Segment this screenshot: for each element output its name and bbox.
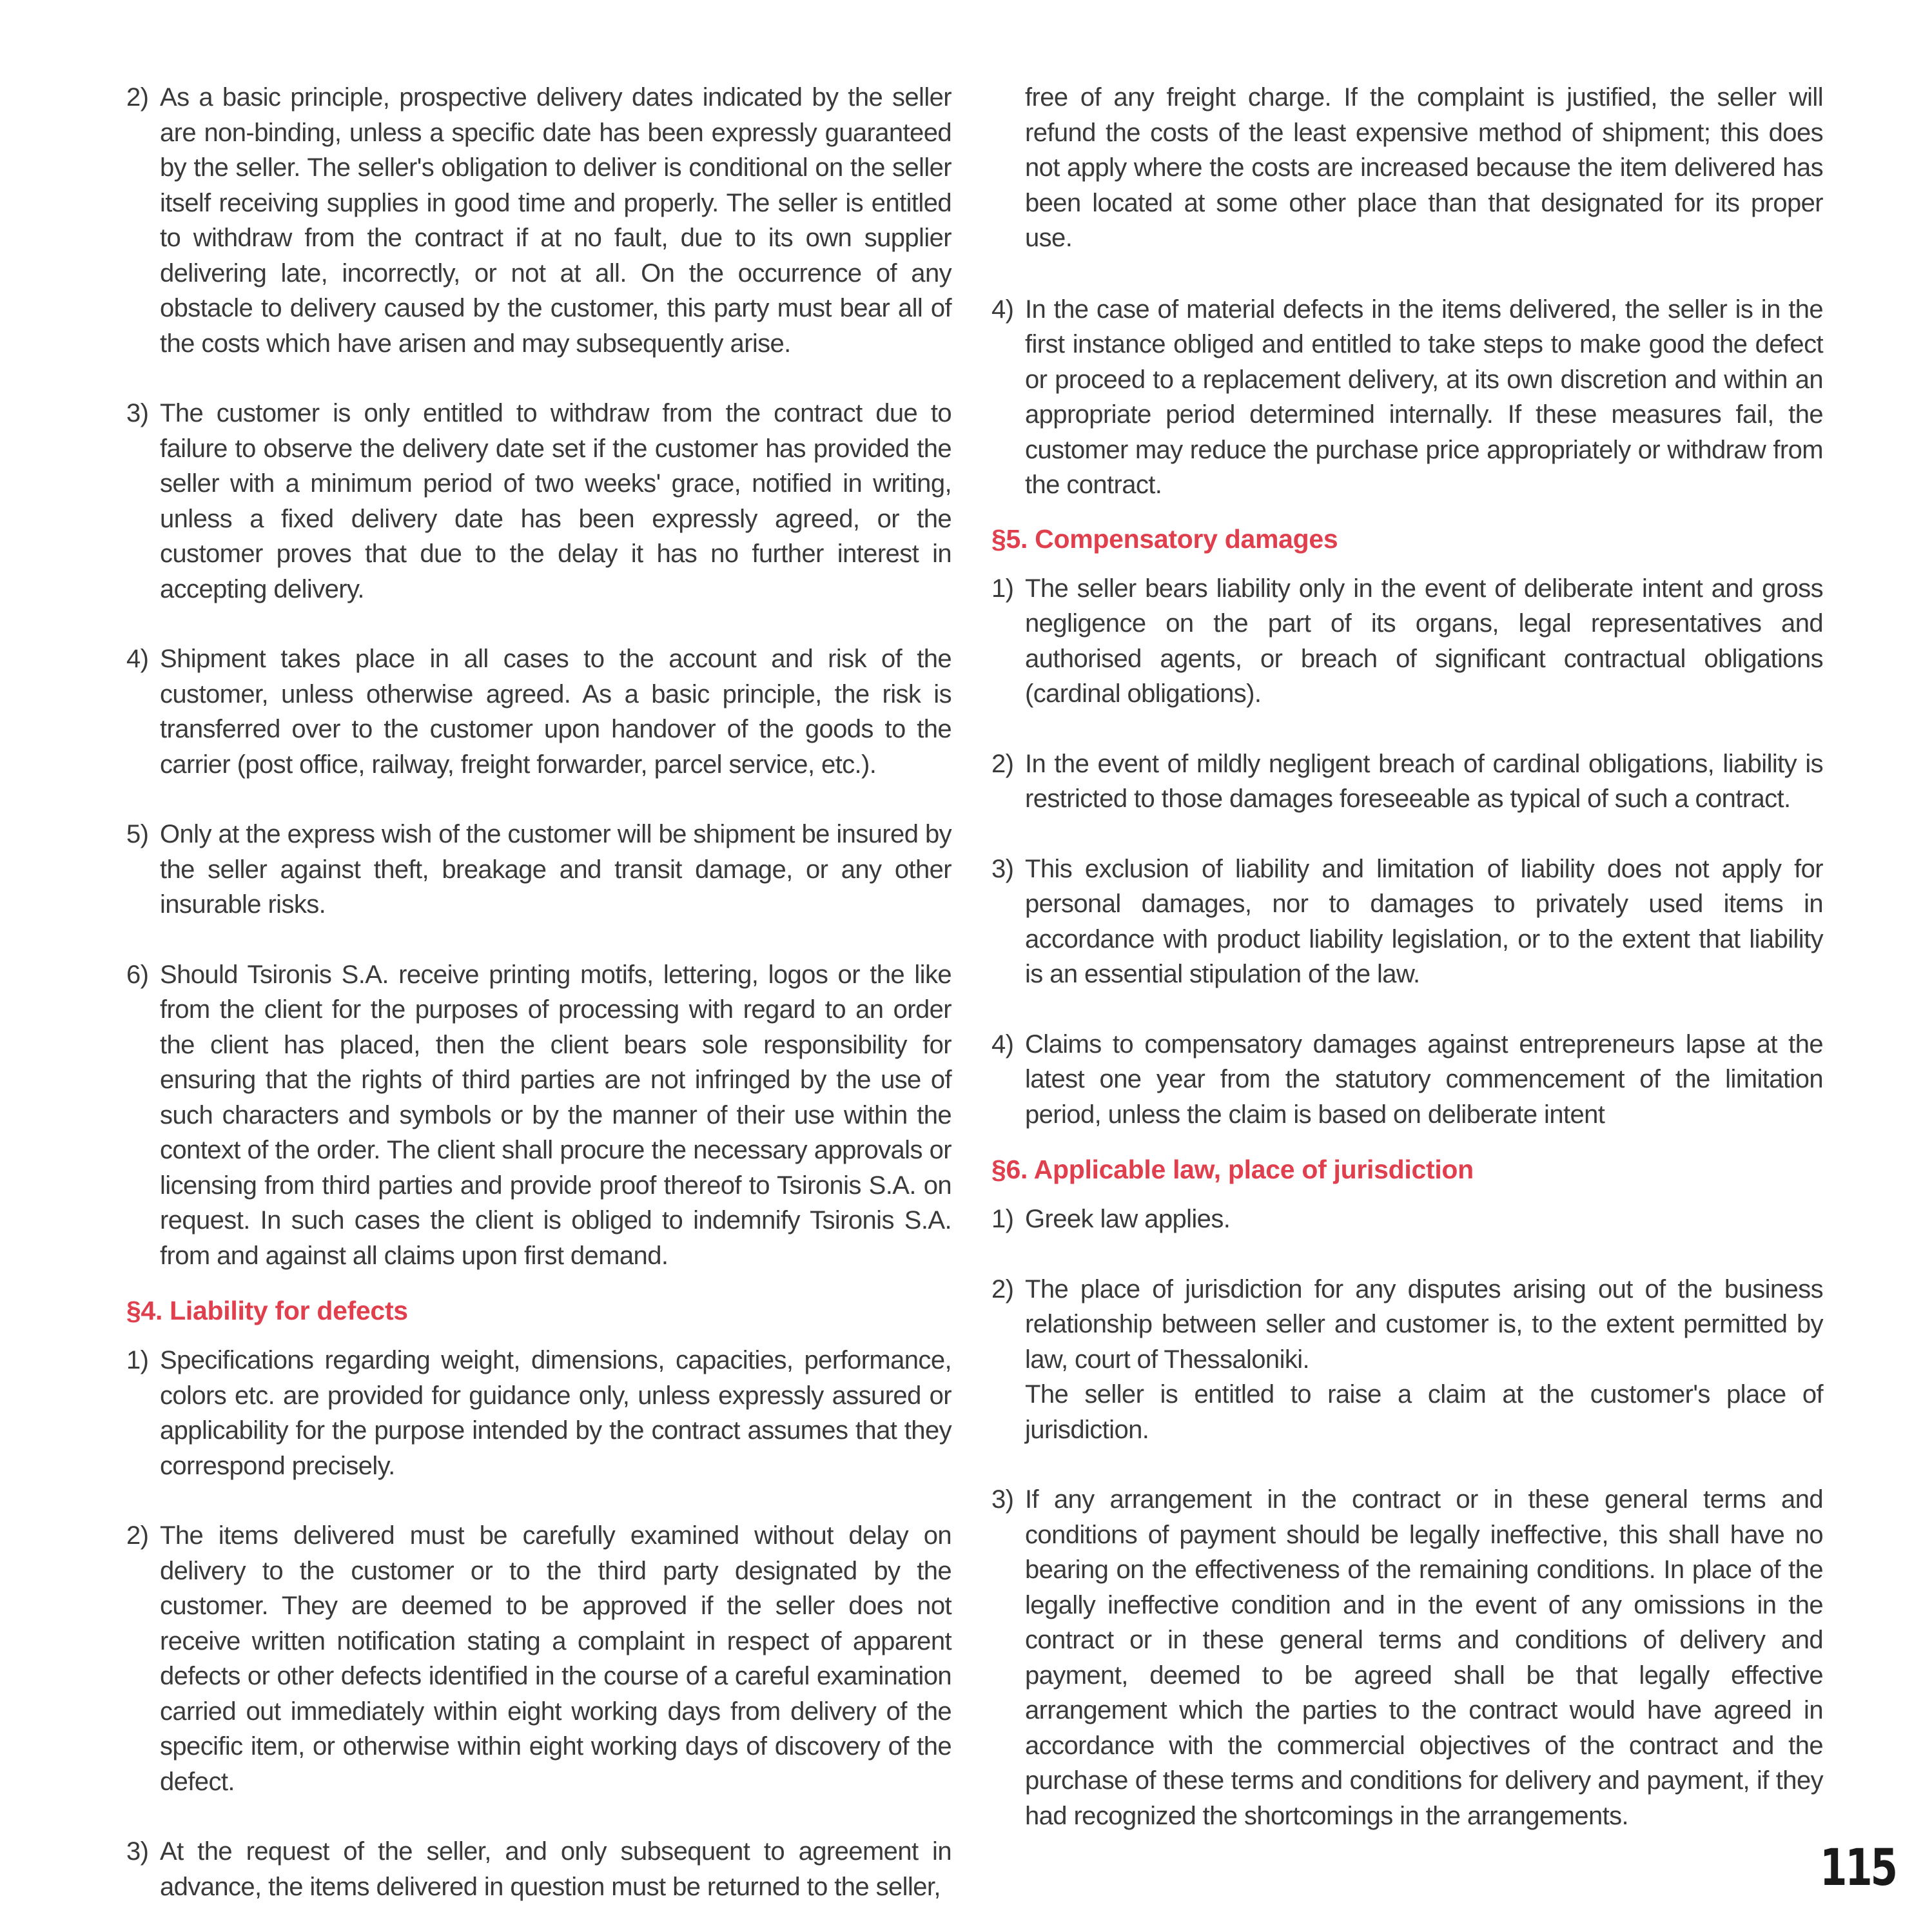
section3-item-6	[126, 957, 951, 1274]
item-number: 4)	[126, 645, 149, 673]
section6-item-2	[991, 1272, 1823, 1448]
item-number: 3)	[126, 1837, 149, 1866]
section6-heading: §6. Applicable law, place of jurisdiction	[991, 1155, 1474, 1184]
item-text: Greek law applies.	[1025, 1205, 1231, 1233]
item-text: The place of jurisdiction for any disputes arising out of the business relationship between seller and customer is, to the extent permitted by law, court of Thessaloniki.	[1025, 1274, 1823, 1374]
section4-heading: §4. Liability for defects	[126, 1296, 408, 1325]
item-text: The customer is only entitled to withdraw from the contract due to failure to observe the delivery date set if the customer has provided the seller with a minimum period of two weeks' grace, notified in writing, unless a fixed delivery date has been expressly agreed, or the customer proves that due to the delay it has no further interest in accepting delivery.	[160, 399, 951, 603]
section6-item-3	[991, 1482, 1823, 1833]
item-number: 5)	[126, 820, 149, 848]
item-text: In the event of mildly negligent breach of cardinal obligations, liability is restricted to those damages foreseeable as typical of such a contract.	[1025, 749, 1823, 813]
item-number: 3)	[991, 854, 1014, 883]
item-number: 3)	[126, 399, 149, 427]
section3-item-2	[126, 80, 951, 361]
item-text: Should Tsironis S.A. receive printing motifs, lettering, logos or the like from the client for the purposes of processing with regard to an order the client has placed, then the client bears sole responsibility for ensuring that the rights of third parties are not infringed by the use of such characters and symbols or by the manner of their use within the context of the order. The client shall procure the necessary approvals or licensing from third parties and provide proof thereof to Tsironis S.A. on request. In such cases the client is obliged to indemnify Tsironis S.A. from and against all claims upon first demand.	[160, 960, 951, 1270]
item-number: 2)	[991, 1274, 1014, 1303]
item-text: Shipment takes place in all cases to the account and risk of the customer, unless otherwise agreed. As a basic principle, the risk is transferred over to the customer upon handover of the goods to the carrier (post office, railway, freight forwarder, parcel service, etc.).	[160, 645, 951, 779]
section5-heading: §5. Compensatory damages	[991, 523, 1338, 554]
item-text-second-paragraph: The seller is entitled to raise a claim at the customer's place of jurisdiction.	[1025, 1380, 1823, 1444]
section5-item-1	[991, 571, 1823, 712]
item-number: 6)	[126, 960, 149, 989]
item-text: Specifications regarding weight, dimensions, capacities, performance, colors etc. are provided for guidance only, unless expressly assured or applicability for the purpose intended by the contract assumes that they correspond precisely.	[160, 1346, 951, 1480]
page-number: 115	[1820, 1839, 1896, 1897]
item-number: 2)	[126, 1521, 149, 1550]
item-text: If any arrangement in the contract or in these general terms and conditions of payment should be legally ineffective, this shall have no bearing on the effectiveness of the remaining conditions. In place of the legally ineffective condition and in the event of any omissions in the contract or in these general terms and conditions of delivery and payment, deemed to be agreed shall be that legally effective arrangement which the parties to the contract would have agreed in accordance with the commercial objectives of the contract and the purchase of these terms and conditions for delivery and payment, if they had recognized the shortcomings in the arrangements.	[1025, 1485, 1823, 1830]
section3-item-5	[126, 817, 951, 922]
section4-item-4	[991, 292, 1823, 503]
item-text: At the request of the seller, and only subsequent to agreement in advance, the items delivered in question must be returned to the seller,	[160, 1837, 951, 1901]
item-text: As a basic principle, prospective delivery dates indicated by the seller are non-binding, unless a specific date has been expressly guaranteed by the seller. The seller's obligation to deliver is conditional on the seller itself receiving supplies in good time and properly. The seller is entitled to withdraw from the contract if at no fault, due to its own supplier delivering late, incorrectly, or not at all. On the occurrence of any obstacle to delivery caused by the customer, this party must bear all of the costs which have arisen and may subsequently arise.	[160, 83, 951, 358]
section4-item-3-continuation: free of any freight charge. If the complaint is justified, the seller will refund the costs of the least expensive method of shipment; this does not apply where the costs are increased because the item delivered has been located at some other place than that designated for its proper use.	[1025, 83, 1823, 252]
section3-item-4	[126, 641, 951, 782]
item-number: 3)	[991, 1485, 1014, 1514]
item-text: The seller bears liability only in the event of deliberate intent and gross negligence on the part of its organs, legal representatives and authorised agents, or breach of significant contractual obligations (cardinal obligations).	[1025, 574, 1823, 708]
section5-item-4	[991, 1027, 1823, 1133]
right-column	[991, 80, 1823, 1868]
item-number: 1)	[126, 1346, 149, 1374]
item-number: 2)	[126, 83, 149, 112]
item-text: The items delivered must be carefully examined without delay on delivery to the customer or to the third party designated by the customer. They are deemed to be approved if the seller does not receive written notification stating a complaint in respect of apparent defects or other defects identified in the course of a careful examination carried out immediately within eight working days from delivery of the specific item, or otherwise within eight working days of discovery of the defect.	[160, 1521, 951, 1796]
item-text: Claims to compensatory damages against entrepreneurs lapse at the latest one year from the statutory commencement of the limitation period, unless the claim is based on deliberate intent	[1025, 1029, 1823, 1129]
item-number: 1)	[991, 1205, 1014, 1233]
item-text: In the case of material defects in the items delivered, the seller is in the first instance obliged and entitled to take steps to make good the defect or proceed to a replacement delivery, at its own discretion and within an appropriate period determined internally. If these measures fail, the customer may reduce the purchase price appropriately or withdraw from the contract.	[1025, 295, 1823, 499]
left-column	[126, 80, 951, 1904]
section3-item-3	[126, 396, 951, 607]
item-number: 2)	[991, 749, 1014, 778]
item-text: Only at the express wish of the customer will be shipment be insured by the seller against theft, breakage and transit damage, or any other insurable risks.	[160, 820, 951, 919]
item-number: 1)	[991, 574, 1014, 603]
item-number: 4)	[991, 295, 1014, 324]
section4-item-3	[126, 1834, 951, 1904]
item-number: 4)	[991, 1029, 1014, 1059]
section4-item-1	[126, 1343, 951, 1483]
item-text: This exclusion of liability and limitation of liability does not apply for personal damages, nor to damages to privately used items in accordance with product liability legislation, or to the extent that liability is an essential stipulation of the law.	[1025, 854, 1823, 988]
section5-item-2	[991, 746, 1823, 817]
section6-item-1	[991, 1202, 1823, 1237]
section4-item-2	[126, 1518, 951, 1799]
section5-item-3	[991, 852, 1823, 992]
